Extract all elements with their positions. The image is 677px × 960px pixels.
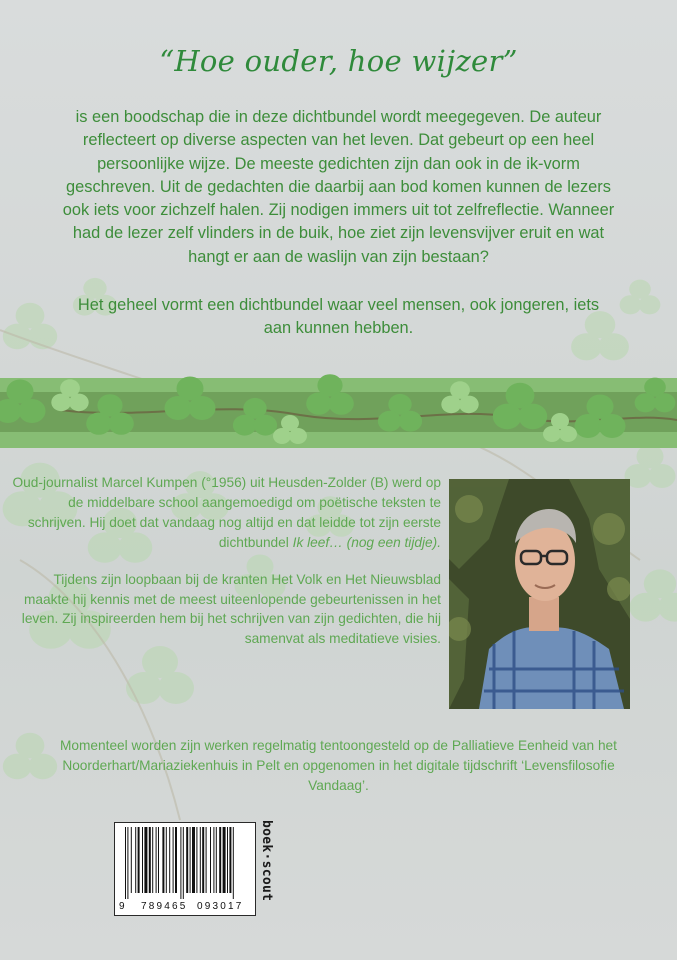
barcode-bar <box>138 827 140 893</box>
barcode-bar <box>158 827 159 893</box>
intro-paragraph-1: is een boodschap die in deze dichtbundel wordt meegegeven. De auteur reflecteert op diverse aspecten van het leven. Dat gebeurt op een heel persoonlijke wijze. De meeste gedichten zijn dan ook in de ik-vorm geschreven. Uit de gedachten die daarbij aan bod komen kunnen de lezers ook iets voor zichzelf halen. Zij nodigen immers uit tot zelfreflectie. Wanneer had de lezer zelf vlinders in de buik, hoe ziet zijn levensvijver eruit en wat hangt er aan de waslijn van zijn bestaan? <box>62 108 615 266</box>
barcode-bar <box>202 827 204 893</box>
barcode <box>114 822 256 916</box>
closing-text <box>40 736 637 796</box>
barcode-bar <box>192 827 195 893</box>
publisher-logo: boek·scout <box>259 820 274 902</box>
barcode-bar <box>180 827 181 899</box>
barcode-bar <box>227 827 228 893</box>
intro-text <box>62 106 615 341</box>
bio-paragraph-1 <box>8 473 441 553</box>
bio-paragraph-2: Tijdens zijn loopbaan bij de kranten Het Volk en Het Nieuwsblad maakte hij kennis met de meest uiteenlopende gebeurtenissen in het leven. Zij inspireerden hem bij het schrijven van zijn gedichten, die hij samenvat als meditatieve visies. <box>21 571 441 647</box>
barcode-bar <box>125 827 126 899</box>
barcode-bar <box>149 827 151 893</box>
bio-paragraph-1-text: Oud-journalist Marcel Kumpen (°1956) uit Heusden-Zolder (B) werd op de middelbare school aangemoedigd om poëtische teksten te schrijven. Hij doet dat vandaag nog altijd en dat leidde tot zijn eerste dichtbundel <box>12 475 441 550</box>
closing-paragraph: Momenteel worden zijn werken regelmatig tentoongesteld op de Palliatieve Eenheid van het Noorderhart/Mariaziekenhuis in Pelt en opgenomen in het digitale tijdschrift ‘Levensfilosofie Vandaag’. <box>60 738 617 793</box>
isbn-digits <box>119 901 251 913</box>
barcode-bar <box>144 827 147 893</box>
barcode-bar <box>186 827 188 893</box>
barcode-bar <box>190 827 191 893</box>
barcode-bar <box>223 827 226 893</box>
author-bio <box>8 473 441 649</box>
barcode-bar <box>233 827 234 899</box>
barcode-bar <box>219 827 221 893</box>
title-quote: “Hoe ouder, hoe wijzer” <box>159 44 518 78</box>
barcode-bar <box>156 827 157 893</box>
author-photo <box>449 479 630 709</box>
barcode-bar <box>131 827 132 893</box>
barcode-bar <box>210 827 211 893</box>
barcode-bar <box>183 827 184 899</box>
barcode-bar <box>142 827 143 893</box>
barcode-bar <box>175 827 177 893</box>
barcode-bar <box>152 827 153 893</box>
barcode-bar <box>135 827 136 893</box>
isbn-lead-digit: 9 <box>119 901 125 912</box>
barcode-bar <box>206 827 207 893</box>
intro-paragraph-2: Het geheel vormt een dichtbundel waar veel mensen, ook jongeren, iets aan kunnen hebben. <box>77 296 600 338</box>
barcode-bars <box>121 827 249 899</box>
barcode-bar <box>162 827 164 893</box>
barcode-bar <box>216 827 217 893</box>
isbn-left-digits: 789465 <box>141 901 188 912</box>
barcode-bar <box>166 827 167 893</box>
barcode-bar <box>213 827 214 893</box>
barcode-bar <box>196 827 197 893</box>
isbn-right-digits: 093017 <box>197 901 244 912</box>
book-title: Ik leef… (nog een tijdje). <box>292 534 441 550</box>
barcode-bar <box>229 827 231 893</box>
barcode-bar <box>127 827 128 899</box>
barcode-bar <box>173 827 174 893</box>
barcode-bar <box>200 827 201 893</box>
barcode-bar <box>169 827 170 893</box>
